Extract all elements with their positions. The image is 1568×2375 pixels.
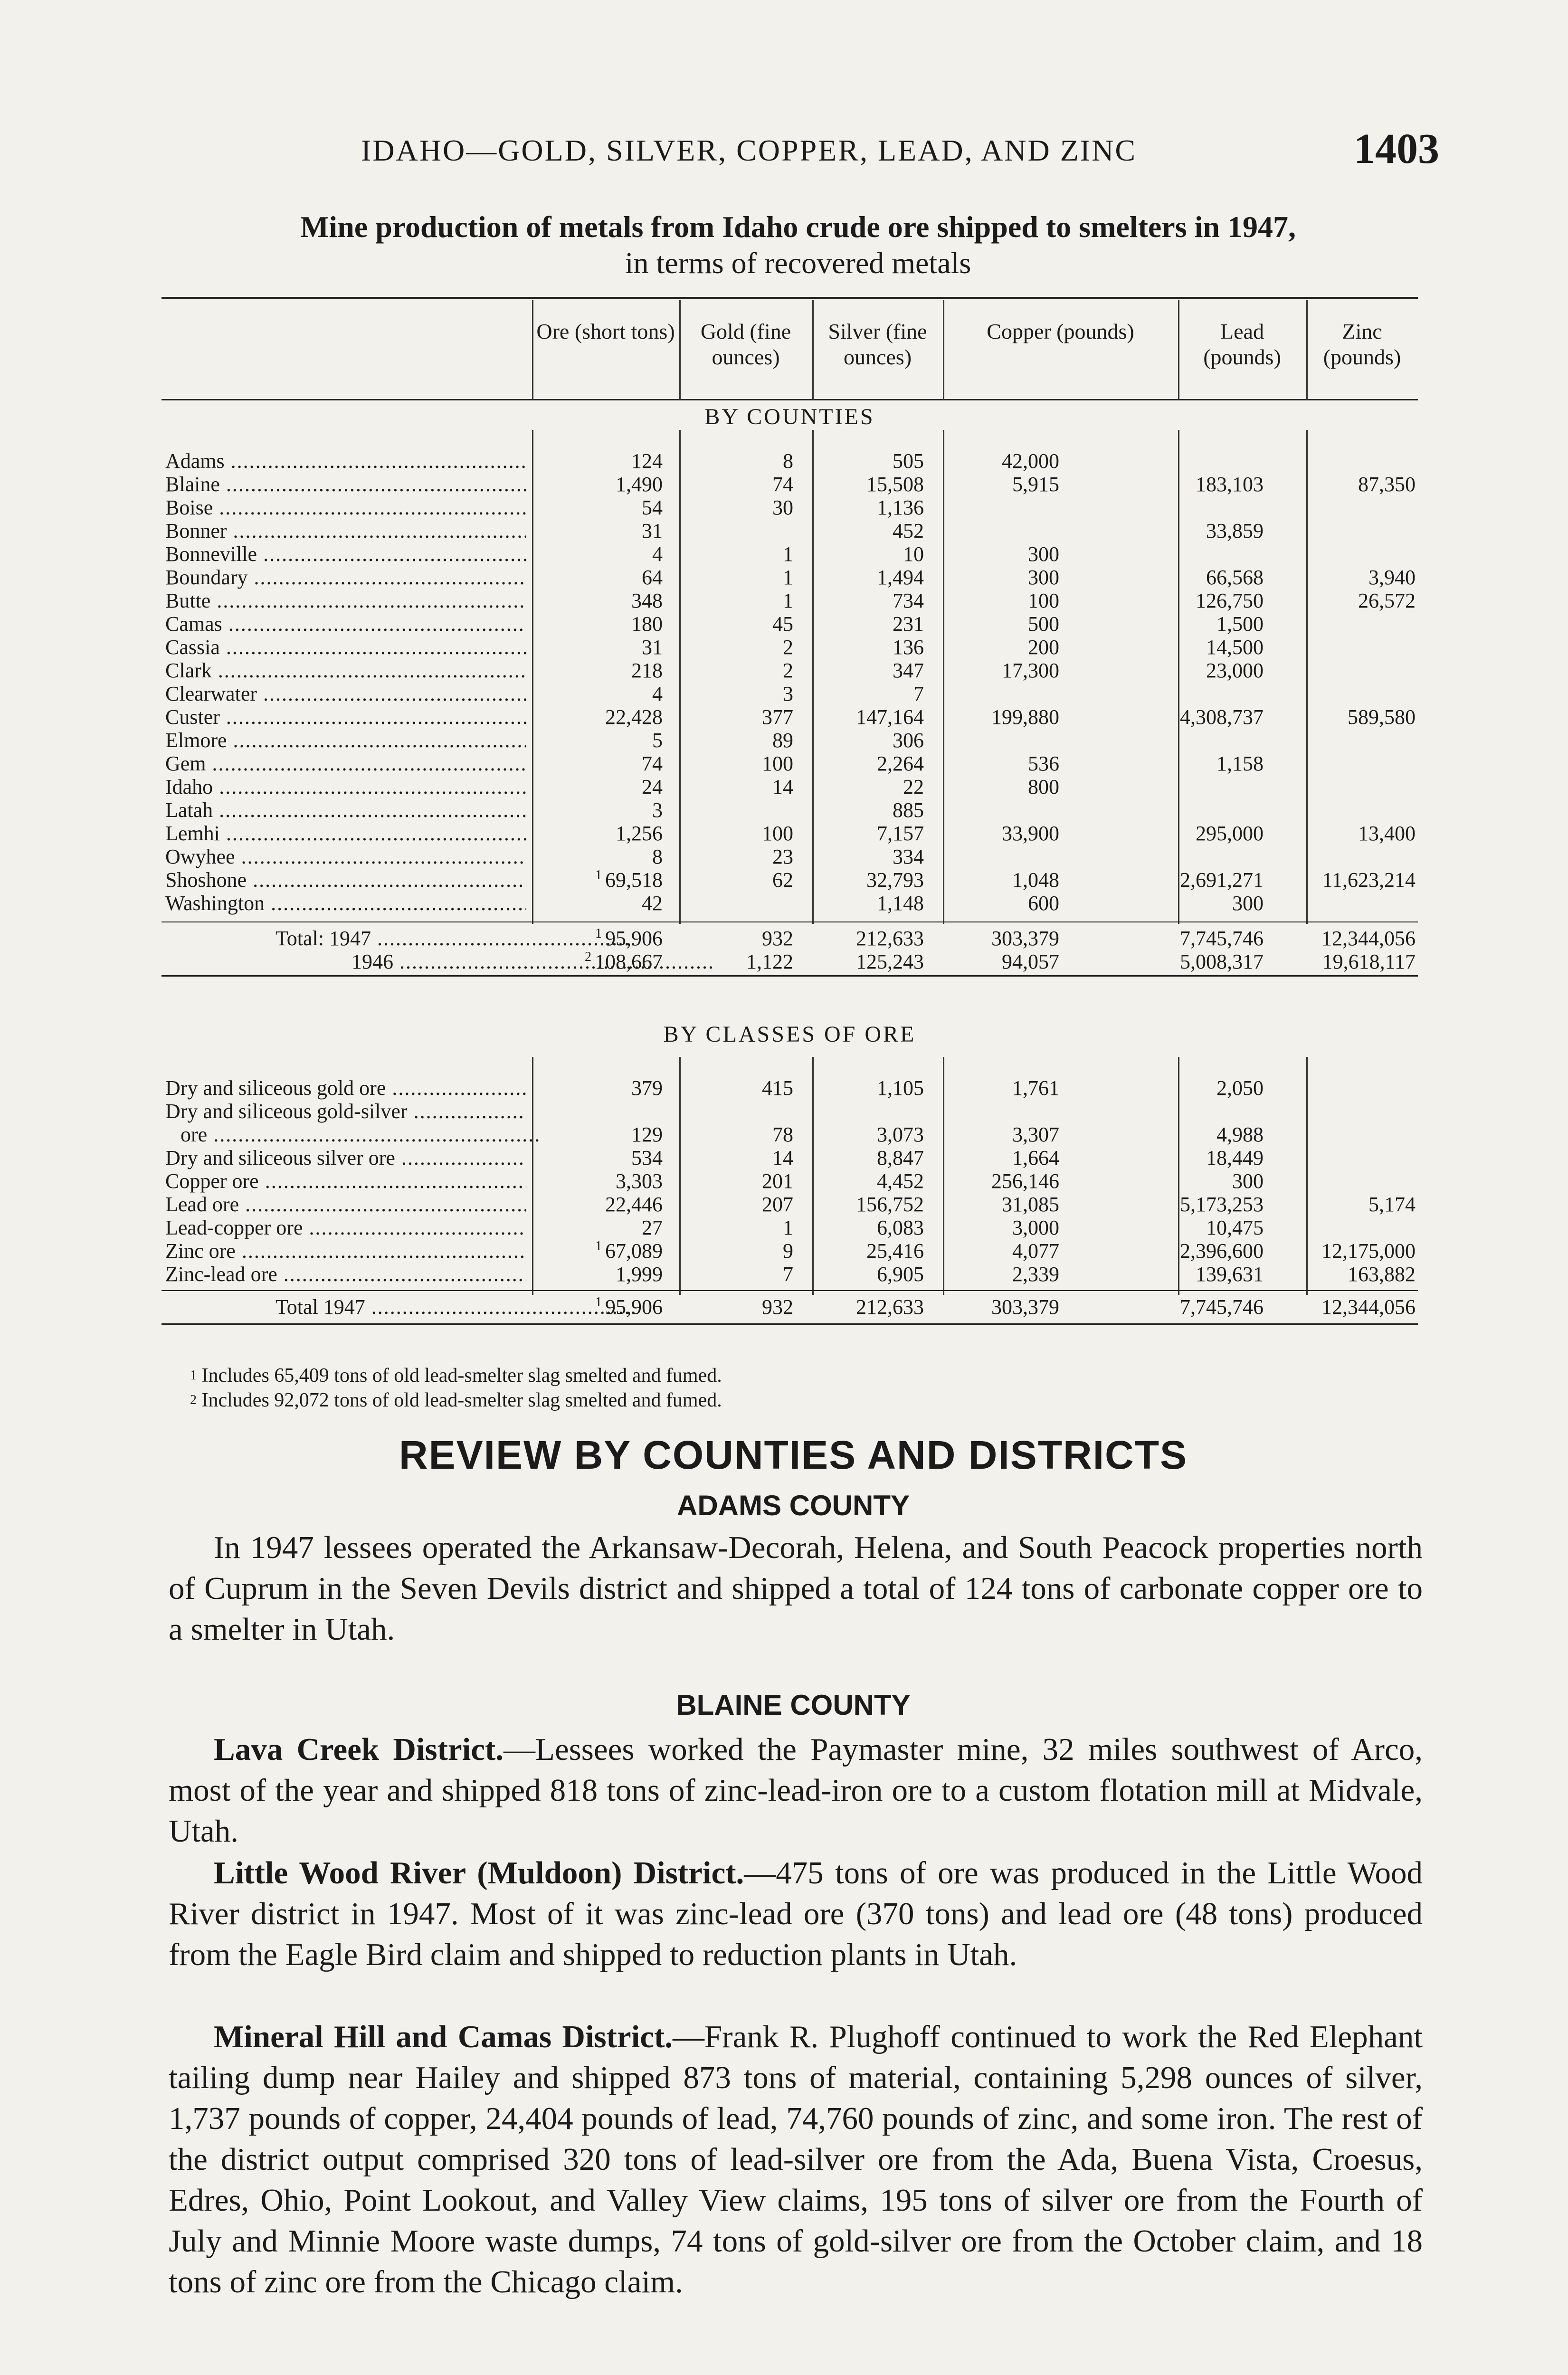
cell-copper: 800 bbox=[1028, 775, 1059, 798]
cell-silver: 2,264 bbox=[877, 752, 924, 775]
row-label: Washington ..... bbox=[165, 891, 526, 915]
cell-zinc: 87,350 bbox=[1358, 473, 1416, 496]
cell-silver: 7,157 bbox=[877, 822, 924, 845]
cell-zinc: 589,580 bbox=[1348, 705, 1416, 729]
cell-ore: 74 bbox=[642, 752, 663, 775]
cell-zinc: 5,174 bbox=[1368, 1193, 1416, 1216]
row-label: Lead-copper ore ..... bbox=[165, 1216, 526, 1240]
cell-gold: 2 bbox=[783, 659, 793, 682]
cell-ore: 8 bbox=[652, 845, 663, 868]
cell-copper: 303,379 bbox=[991, 1295, 1059, 1319]
cell-copper: 300 bbox=[1028, 566, 1059, 589]
cell-lead: 10,475 bbox=[1206, 1216, 1264, 1239]
lava-creek-text: —Lessees worked the Paymaster mine, 32 miles southwest of Arco, most of the year and shipped 818 tons of zinc-lead-iron ore to a custom flotation mill at Midvale, Utah. bbox=[169, 1732, 1423, 1849]
section-by-classes: BY CLASSES OF ORE bbox=[663, 1022, 916, 1047]
table-title-line1: Mine production of metals from Idaho crude ore shipped to smelters in 1947, bbox=[300, 210, 1296, 244]
adams-paragraph: In 1947 lessees operated the Arkansaw-Decorah, Helena, and South Peacock properties north of Cuprum in the Seven Devils district and shipped a total of 124 tons of carbonate copper ore to a smelter in Utah. bbox=[169, 1530, 1423, 1647]
column-header: Zinc (pounds) bbox=[1323, 319, 1401, 369]
cell-silver: 347 bbox=[893, 659, 924, 682]
cell-copper: 536 bbox=[1028, 752, 1059, 775]
column-divider bbox=[1306, 1057, 1308, 1295]
cell-gold: 100 bbox=[762, 822, 793, 845]
cell-gold: 30 bbox=[772, 496, 793, 519]
cell-ore: 534 bbox=[631, 1146, 663, 1169]
cell-copper: 17,300 bbox=[1002, 659, 1059, 682]
cell-silver: 306 bbox=[893, 729, 924, 752]
review-heading: REVIEW BY COUNTIES AND DISTRICTS bbox=[399, 1433, 1188, 1477]
row-label: Zinc-lead ore ..... bbox=[165, 1262, 526, 1286]
cell-gold: 1,122 bbox=[746, 950, 793, 973]
cell-gold: 14 bbox=[772, 1146, 793, 1169]
cell-silver: 6,083 bbox=[877, 1216, 924, 1239]
cell-copper: 1,664 bbox=[1012, 1146, 1059, 1169]
ore-class-row bbox=[162, 1076, 1418, 1102]
column-divider bbox=[679, 1057, 681, 1295]
row-label: Clark ..... bbox=[165, 658, 526, 683]
lava-creek-paragraph bbox=[169, 1729, 1423, 1852]
cell-lead: 4,308,737 bbox=[1180, 705, 1264, 729]
cell-zinc: 12,344,056 bbox=[1321, 1295, 1416, 1319]
cell-ore: 4 bbox=[652, 682, 663, 705]
cell-silver: 147,164 bbox=[856, 705, 924, 729]
cell-ore: 218 bbox=[631, 659, 663, 682]
cell-ore: $^1$ 95,906 bbox=[595, 926, 663, 950]
cell-lead: 23,000 bbox=[1206, 659, 1264, 682]
table-title bbox=[166, 209, 1430, 281]
row-label: Adams ..... bbox=[165, 449, 526, 473]
cell-copper: 600 bbox=[1028, 892, 1059, 915]
cell-copper: 5,915 bbox=[1012, 473, 1059, 496]
section-by-counties: BY COUNTIES bbox=[704, 404, 875, 429]
cell-silver: 212,633 bbox=[856, 927, 924, 950]
ore-class-row bbox=[162, 1216, 1418, 1241]
cell-ore: $^1$ 95,906 bbox=[595, 1295, 663, 1319]
blaine-county-heading: BLAINE COUNTY bbox=[676, 1689, 911, 1721]
column-header: Ore (short tons) bbox=[536, 319, 675, 343]
row-label: Total: 1947 ..... bbox=[276, 926, 637, 950]
cell-silver: 452 bbox=[893, 519, 924, 542]
cell-ore: 1,999 bbox=[616, 1263, 663, 1286]
cell-silver: 1,136 bbox=[877, 496, 924, 519]
county-row bbox=[162, 449, 1418, 475]
cell-gold: 14 bbox=[772, 775, 793, 798]
column-divider bbox=[1306, 430, 1308, 924]
running-title: IDAHO—GOLD, SILVER, COPPER, LEAD, AND ZINC bbox=[361, 133, 1137, 167]
row-label: Butte ..... bbox=[165, 589, 526, 613]
cell-silver: 10 bbox=[903, 542, 924, 566]
cell-ore: $^1$ 67,089 bbox=[595, 1239, 663, 1263]
column-header: Lead (pounds) bbox=[1203, 319, 1281, 369]
row-label: Boise ..... bbox=[165, 495, 526, 520]
column-divider bbox=[812, 1057, 814, 1295]
county-row bbox=[162, 821, 1418, 847]
cell-lead: 5,173,253 bbox=[1180, 1193, 1264, 1216]
cell-ore: 64 bbox=[642, 566, 663, 589]
cell-lead: 1,158 bbox=[1216, 752, 1264, 775]
county-row bbox=[162, 868, 1418, 893]
cell-silver: 7 bbox=[913, 682, 924, 705]
row-label: Shoshone ..... bbox=[165, 868, 526, 892]
cell-lead: 66,568 bbox=[1206, 566, 1264, 589]
cell-gold: 62 bbox=[772, 868, 793, 892]
cell-copper: 256,146 bbox=[991, 1169, 1059, 1193]
cell-ore: 27 bbox=[642, 1216, 663, 1239]
cell-copper: 303,379 bbox=[991, 927, 1059, 950]
cell-ore: 124 bbox=[631, 449, 663, 473]
cell-silver: 212,633 bbox=[856, 1295, 924, 1319]
cell-copper: 94,057 bbox=[1002, 950, 1059, 973]
cell-ore: 54 bbox=[642, 496, 663, 519]
cell-lead: 7,745,746 bbox=[1180, 1295, 1264, 1319]
cell-gold: 23 bbox=[772, 845, 793, 868]
cell-silver: 4,452 bbox=[877, 1169, 924, 1193]
ore-class-row bbox=[162, 1239, 1418, 1264]
table-rule bbox=[162, 399, 1418, 400]
cell-ore: 129 bbox=[631, 1123, 663, 1146]
cell-lead: 126,750 bbox=[1196, 589, 1264, 612]
cell-gold: 1 bbox=[783, 1216, 793, 1239]
cell-gold: 207 bbox=[762, 1193, 793, 1216]
table-header bbox=[162, 300, 1418, 399]
cell-silver: 1,148 bbox=[877, 892, 924, 915]
cell-lead: 14,500 bbox=[1206, 636, 1264, 659]
cell-zinc: 3,940 bbox=[1368, 566, 1416, 589]
cell-copper: 300 bbox=[1028, 542, 1059, 566]
little-wood-paragraph bbox=[169, 1852, 1423, 1975]
column-divider bbox=[1178, 300, 1179, 399]
row-label: Dry and siliceous gold-silver ..... bbox=[165, 1099, 526, 1123]
row-label: Camas ..... bbox=[165, 612, 526, 636]
cell-copper: 1,048 bbox=[1012, 868, 1059, 892]
county-row bbox=[162, 635, 1418, 661]
row-label: Custer ..... bbox=[165, 705, 526, 729]
cell-copper: 200 bbox=[1028, 636, 1059, 659]
cell-lead: 5,008,317 bbox=[1180, 950, 1264, 973]
cell-gold: 100 bbox=[762, 752, 793, 775]
cell-silver: 505 bbox=[893, 449, 924, 473]
footnote-2: $^2$ Includes 92,072 tons of old lead-smelter slag smelted and fumed. bbox=[190, 1389, 722, 1411]
row-label: Copper ore ..... bbox=[165, 1169, 526, 1193]
row-label: Cassia ..... bbox=[165, 635, 526, 659]
county-row bbox=[162, 845, 1418, 870]
cell-zinc: 12,344,056 bbox=[1321, 927, 1416, 950]
ore-class-row bbox=[162, 1169, 1418, 1195]
row-label: ore ..... bbox=[181, 1122, 542, 1147]
row-label: Bonneville ..... bbox=[165, 542, 526, 566]
column-divider bbox=[1178, 430, 1179, 924]
cell-ore: 4 bbox=[652, 542, 663, 566]
cell-copper: 199,880 bbox=[991, 705, 1059, 729]
county-row bbox=[162, 891, 1418, 917]
cell-gold: 415 bbox=[762, 1076, 793, 1100]
cell-lead: 2,396,600 bbox=[1180, 1239, 1264, 1263]
mineral-hill-lead: Mineral Hill and Camas District. bbox=[214, 2019, 673, 2054]
ore-class-row bbox=[162, 1122, 1418, 1148]
cell-gold: 78 bbox=[772, 1123, 793, 1146]
cell-silver: 8,847 bbox=[877, 1146, 924, 1169]
cell-silver: 22 bbox=[903, 775, 924, 798]
county-row bbox=[162, 775, 1418, 800]
row-label: Dry and siliceous gold ore ..... bbox=[165, 1076, 526, 1100]
column-divider bbox=[532, 300, 533, 399]
cell-silver: 334 bbox=[893, 845, 924, 868]
cell-gold: 7 bbox=[783, 1263, 793, 1286]
cell-zinc: 26,572 bbox=[1358, 589, 1416, 612]
cell-ore: 42 bbox=[642, 892, 663, 915]
cell-ore: 22,446 bbox=[605, 1193, 663, 1216]
cell-silver: 1,494 bbox=[877, 566, 924, 589]
cell-gold: 45 bbox=[772, 612, 793, 636]
ore-class-row bbox=[162, 1192, 1418, 1218]
ore-class-row bbox=[162, 1146, 1418, 1171]
row-label: Clearwater ..... bbox=[165, 682, 526, 706]
cell-copper: 2,339 bbox=[1012, 1263, 1059, 1286]
footnotes bbox=[190, 1363, 1378, 1413]
row-label: Lead ore ..... bbox=[165, 1192, 526, 1216]
cell-silver: 136 bbox=[893, 636, 924, 659]
cell-copper: 500 bbox=[1028, 612, 1059, 636]
column-divider bbox=[532, 1057, 533, 1295]
column-divider bbox=[812, 430, 814, 924]
adams-county-heading: ADAMS COUNTY bbox=[677, 1490, 910, 1521]
mineral-hill-text: —Frank R. Plughoff continued to work the Red Elephant tailing dump near Hailey and shipped 873 tons of material, containing 5,298 ounces of silver, 1,737 pounds of copper, 24,404 pounds of lead, 74,760 pounds of zinc, and some iron. The rest of the district output comprised 320 tons of lead-silver ore from the Ada, Buena Vista, Croesus, Edres, Ohio, Point Lookout, and Valley View claims, 195 tons of silver ore from the Fourth of July and Minnie Moore waste dumps, 74 tons of gold-silver ore from the October claim, and 18 tons of zinc ore from the Chicago claim. bbox=[169, 2019, 1423, 2299]
cell-gold: 377 bbox=[762, 705, 793, 729]
ore-class-row bbox=[162, 1262, 1418, 1288]
cell-copper: 1,761 bbox=[1012, 1076, 1059, 1100]
cell-lead: 300 bbox=[1232, 892, 1264, 915]
row-label: Bonner ..... bbox=[165, 519, 526, 543]
column-divider bbox=[943, 300, 944, 399]
county-row bbox=[162, 705, 1418, 731]
cell-silver: 3,073 bbox=[877, 1123, 924, 1146]
table-rule bbox=[162, 297, 1418, 299]
county-row bbox=[162, 798, 1418, 824]
cell-gold: 74 bbox=[772, 473, 793, 496]
little-wood-lead: Little Wood River (Muldoon) District. bbox=[214, 1855, 744, 1890]
cell-copper: 42,000 bbox=[1002, 449, 1059, 473]
cell-lead: 300 bbox=[1232, 1169, 1264, 1193]
table-rule bbox=[162, 1290, 1418, 1291]
cell-lead: 139,631 bbox=[1196, 1263, 1264, 1286]
county-row bbox=[162, 565, 1418, 591]
cell-lead: 1,500 bbox=[1216, 612, 1264, 636]
cell-silver: 32,793 bbox=[866, 868, 924, 892]
county-row bbox=[162, 542, 1418, 568]
class-total-row bbox=[162, 1295, 1418, 1320]
cell-gold: 2 bbox=[783, 636, 793, 659]
cell-copper: 3,307 bbox=[1012, 1123, 1059, 1146]
row-label: Dry and siliceous silver ore ..... bbox=[165, 1146, 526, 1170]
table-rule bbox=[162, 975, 1418, 977]
cell-silver: 125,243 bbox=[856, 950, 924, 973]
cell-silver: 1,105 bbox=[877, 1076, 924, 1100]
row-label: Lemhi ..... bbox=[165, 821, 526, 846]
column-divider bbox=[812, 300, 814, 399]
column-divider bbox=[1306, 300, 1308, 399]
footnote-1: $^1$ Includes 65,409 tons of old lead-smelter slag smelted and fumed. bbox=[190, 1365, 722, 1387]
cell-gold: 932 bbox=[762, 1295, 793, 1319]
cell-ore: 1,490 bbox=[616, 473, 663, 496]
cell-gold: 9 bbox=[783, 1239, 793, 1263]
county-row bbox=[162, 612, 1418, 637]
cell-silver: 734 bbox=[893, 589, 924, 612]
cell-lead: 2,691,271 bbox=[1180, 868, 1264, 892]
running-head bbox=[157, 124, 1439, 172]
column-divider bbox=[943, 430, 944, 924]
county-row bbox=[162, 658, 1418, 684]
cell-silver: 231 bbox=[893, 612, 924, 636]
cell-silver: 885 bbox=[893, 798, 924, 822]
cell-silver: 6,905 bbox=[877, 1263, 924, 1286]
row-label: 1946 ..... bbox=[352, 950, 713, 974]
column-divider bbox=[679, 430, 681, 924]
total-row bbox=[162, 950, 1418, 975]
cell-lead: 33,859 bbox=[1206, 519, 1264, 542]
cell-gold: 3 bbox=[783, 682, 793, 705]
cell-copper: 3,000 bbox=[1012, 1216, 1059, 1239]
page-number: 1403 bbox=[1354, 125, 1439, 172]
cell-gold: 201 bbox=[762, 1169, 793, 1193]
cell-ore: 3 bbox=[652, 798, 663, 822]
county-row bbox=[162, 751, 1418, 777]
cell-ore: 31 bbox=[642, 636, 663, 659]
cell-ore: 5 bbox=[652, 729, 663, 752]
cell-lead: 7,745,746 bbox=[1180, 927, 1264, 950]
table-rule bbox=[162, 1323, 1418, 1325]
county-row bbox=[162, 682, 1418, 707]
row-label: Gem ..... bbox=[165, 751, 526, 776]
cell-zinc: 19,618,117 bbox=[1322, 950, 1416, 973]
row-label: Blaine ..... bbox=[165, 472, 526, 496]
row-label: Owyhee ..... bbox=[165, 845, 526, 869]
cell-zinc: 13,400 bbox=[1358, 822, 1416, 845]
cell-gold: 1 bbox=[783, 566, 793, 589]
cell-gold: 8 bbox=[783, 449, 793, 473]
cell-ore: 379 bbox=[631, 1076, 663, 1100]
cell-gold: 932 bbox=[762, 927, 793, 950]
row-label: Total 1947 ..... bbox=[276, 1295, 637, 1319]
cell-gold: 89 bbox=[772, 729, 793, 752]
cell-copper: 31,085 bbox=[1002, 1193, 1059, 1216]
column-header: Gold (fine ounces) bbox=[700, 319, 791, 369]
cell-ore: 31 bbox=[642, 519, 663, 542]
cell-copper: 33,900 bbox=[1002, 822, 1059, 845]
column-divider bbox=[679, 300, 681, 399]
cell-silver: 25,416 bbox=[866, 1239, 924, 1263]
total-row bbox=[162, 926, 1418, 952]
cell-lead: 18,449 bbox=[1206, 1146, 1264, 1169]
column-header: Silver (fine ounces) bbox=[828, 319, 927, 369]
cell-copper: 100 bbox=[1028, 589, 1059, 612]
county-row bbox=[162, 728, 1418, 754]
table-title-line2: in terms of recovered metals bbox=[625, 246, 971, 280]
cell-silver: 156,752 bbox=[856, 1193, 924, 1216]
cell-ore: $^2$ 108,667 bbox=[585, 950, 663, 973]
column-divider bbox=[943, 1057, 944, 1295]
row-label: Elmore ..... bbox=[165, 728, 526, 752]
cell-lead: 4,988 bbox=[1216, 1123, 1264, 1146]
cell-ore: 24 bbox=[642, 775, 663, 798]
cell-zinc: 163,882 bbox=[1348, 1263, 1416, 1286]
cell-ore: 348 bbox=[631, 589, 663, 612]
cell-ore: 22,428 bbox=[605, 705, 663, 729]
row-label: Zinc ore ..... bbox=[165, 1239, 526, 1263]
row-label: Idaho ..... bbox=[165, 775, 526, 799]
column-header: Copper (pounds) bbox=[987, 319, 1134, 343]
county-row bbox=[162, 519, 1418, 544]
cell-lead: 2,050 bbox=[1216, 1076, 1264, 1100]
cell-lead: 295,000 bbox=[1196, 822, 1264, 845]
county-row bbox=[162, 495, 1418, 521]
ore-class-row bbox=[162, 1099, 1418, 1125]
cell-ore: 3,303 bbox=[616, 1169, 663, 1193]
cell-ore: 1,256 bbox=[616, 822, 663, 845]
column-divider bbox=[532, 430, 533, 924]
little-wood-text: —475 tons of ore was produced in the Little Wood River district in 1947. Most of it was zinc-lead ore (370 tons) and lead ore (48 tons) produced from the Eagle Bird claim and shipped to reduction plants in Utah. bbox=[169, 1855, 1423, 1972]
lava-creek-lead: Lava Creek District. bbox=[214, 1732, 504, 1767]
county-row bbox=[162, 589, 1418, 614]
cell-zinc: 12,175,000 bbox=[1321, 1239, 1416, 1263]
county-row bbox=[162, 472, 1418, 498]
mineral-hill-paragraph bbox=[169, 2016, 1423, 2302]
row-label: Boundary ..... bbox=[165, 565, 526, 589]
row-label: Latah ..... bbox=[165, 798, 526, 822]
cell-silver: 15,508 bbox=[866, 473, 924, 496]
cell-ore: 180 bbox=[631, 612, 663, 636]
cell-zinc: 11,623,214 bbox=[1322, 868, 1416, 892]
cell-lead: 183,103 bbox=[1196, 473, 1264, 496]
cell-ore: $^1$ 69,518 bbox=[595, 868, 663, 892]
cell-copper: 4,077 bbox=[1012, 1239, 1059, 1263]
cell-gold: 1 bbox=[783, 542, 793, 566]
cell-gold: 1 bbox=[783, 589, 793, 612]
column-divider bbox=[1178, 1057, 1179, 1295]
